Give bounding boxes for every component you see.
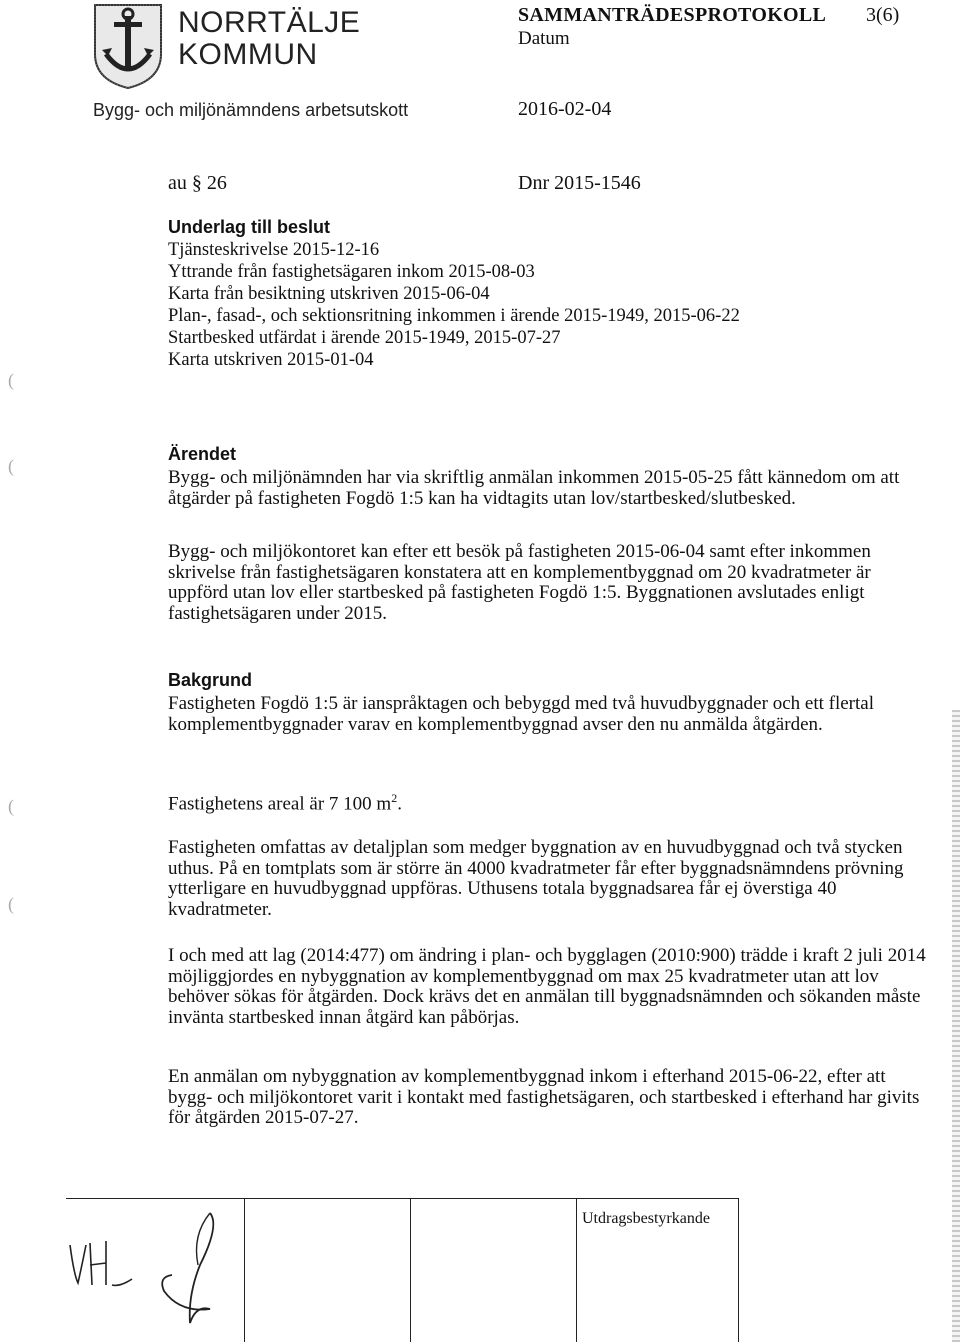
area-unit-superscript: 2 (391, 791, 398, 805)
scan-margin-mark: ( (8, 370, 14, 390)
bakgrund-paragraph-1: Fastigheten Fogdö 1:5 är ianspråktagen och bebyggd med två huvudbyggnader och ett flertal komplementbyggnader varav en komplementbyggnad avser den nu anmälda åtgärden. (168, 693, 874, 735)
area-text: Fastighetens areal är 7 100 m (168, 793, 392, 815)
section-heading-underlag: Underlag till beslut (168, 217, 331, 237)
date-label: Datum (518, 28, 570, 49)
footer-column-divider (244, 1198, 245, 1342)
bakgrund-paragraph-3: Fastigheten omfattas av detaljplan som medger byggnation av en huvudbyggnad och två stycken uthus. På en tomtplats som är större än 4000 kvadratmeter får efter byggnadsnämndens prövning ytterligare en huvudbyggnad uppföras. Uthusens totala byggnadsarea får ej överstiga 40 kvadratmeter. (168, 837, 904, 920)
handwritten-initials-signature (60, 1205, 240, 1335)
page-number: 3(6) (866, 4, 900, 26)
bakgrund-paragraph-area (168, 788, 928, 815)
paragraph-number: au § 26 (168, 172, 227, 194)
bakgrund-paragraph-4: I och med att lag (2014:477) om ändring i plan- och bygglagen (2010:900) trädde i kraft 2 juli 2014 möjliggjordes en nybyggnation av komplementbyggnad om max 25 kvadratmeter utan att lov behöver sökas för åtgärden. Dock krävs det en anmälan till byggnadsnämnden och sökanden måste invänta startbesked innan åtgärd kan påbörjas. (168, 945, 926, 1028)
list-item: Startbesked utfärdat i ärende 2015-1949, 2015-07-27 (168, 328, 561, 348)
section-heading-bakgrund: Bakgrund (168, 670, 253, 690)
bakgrund-paragraph-5: En anmälan om nybyggnation av komplementbyggnad inkom i efterhand 2015-06-22, efter att bygg- och miljökontoret varit i kontakt med fastighetsägaren, och startbesked i efterhand har givits för åtgärden 2015-07-27. (168, 1066, 920, 1128)
section-heading-arendet: Ärendet (168, 444, 237, 464)
list-item: Karta utskriven 2015-01-04 (168, 350, 374, 370)
scan-margin-mark: ( (8, 456, 14, 476)
arendet-paragraph-1: Bygg- och miljönämnden har via skriftlig anmälan inkommen 2015-05-25 fått kännedom om att åtgärder på fastigheten Fogdö 1:5 kan ha vidtagits utan lov/startbesked/slutbesked. (168, 467, 900, 509)
scan-margin-mark: ( (8, 894, 14, 914)
committee-name: Bygg- och miljönämndens arbetsutskott (93, 100, 409, 120)
municipality-name-line2: KOMMUN (178, 38, 318, 71)
list-item: Yttrande från fastighetsägaren inkom 2015-08-03 (168, 262, 535, 282)
footer-divider (66, 1198, 738, 1199)
list-item: Plan-, fasad-, och sektionsritning inkommen i ärende 2015-1949, 2015-06-22 (168, 306, 740, 326)
footer-column-divider (576, 1198, 577, 1342)
municipality-coat-of-arms-logo (92, 2, 164, 90)
certification-label: Utdragsbestyrkande (582, 1210, 710, 1227)
footer-column-divider (738, 1198, 739, 1342)
footer-column-divider (410, 1198, 411, 1342)
area-period: . (397, 793, 402, 815)
list-item: Tjänsteskrivelse 2015-12-16 (168, 240, 380, 260)
arendet-paragraph-2: Bygg- och miljökontoret kan efter ett besök på fastigheten 2015-06-04 samt efter inkommen skrivelse från fastighetsägaren konstatera att en komplementbyggnad om 20 kvadratmeter är uppförd utan lov eller startbesked på fastigheten Fogdö 1:5. Byggnationen avslutades enligt fastighetsägaren under 2015. (168, 541, 871, 624)
scan-margin-mark: ( (8, 796, 14, 816)
decision-basis-list (168, 239, 740, 371)
document-type-title: SAMMANTRÄDESPROTOKOLL (518, 4, 827, 26)
list-item: Karta från besiktning utskriven 2015-06-04 (168, 284, 490, 304)
municipality-name-line1: NORRTÄLJE (178, 6, 361, 39)
meeting-date: 2016-02-04 (518, 98, 612, 120)
case-reference-number: Dnr 2015-1546 (518, 172, 641, 194)
scan-edge-artifact (952, 710, 960, 1342)
